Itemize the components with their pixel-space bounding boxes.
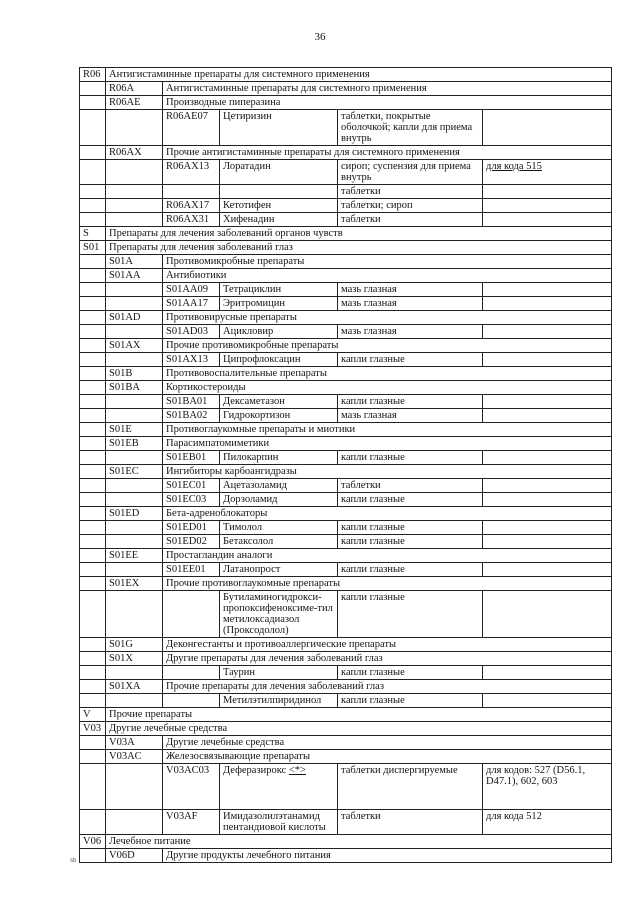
group-name: Прочие препараты для лечения заболеваний глаз — [163, 680, 612, 694]
drug-name: Ципрофлоксацин — [220, 353, 338, 367]
table-row — [80, 479, 612, 493]
note — [483, 213, 612, 227]
note — [483, 283, 612, 297]
group-name: Антигистаминные препараты для системного применения — [106, 68, 612, 82]
atc-code: V03AC — [106, 750, 163, 764]
dosage-form: капли глазные — [338, 666, 483, 680]
group-name: Другие лечебные средства — [106, 722, 612, 736]
empty-cell — [80, 339, 106, 353]
drug-name — [220, 764, 338, 810]
empty-cell — [80, 311, 106, 325]
empty-cell — [106, 563, 163, 577]
empty-cell — [106, 521, 163, 535]
atc-code: S01G — [106, 638, 163, 652]
empty-cell — [80, 96, 106, 110]
group-name: Лечебное питание — [106, 835, 612, 849]
atc-code: V06D — [106, 849, 163, 863]
empty-cell — [80, 395, 106, 409]
table-row — [80, 694, 612, 708]
atc-code: S01BA01 — [163, 395, 220, 409]
atc-code: S01AD03 — [163, 325, 220, 339]
drug-name: Имидазолилэтанамид пентандиовой кислоты — [220, 810, 338, 835]
atc-code: R06 — [80, 68, 106, 82]
empty-cell — [80, 764, 106, 810]
empty-cell — [106, 395, 163, 409]
atc-code: V03AF — [163, 810, 220, 835]
group-name: Другие лечебные средства — [163, 736, 612, 750]
dosage-form: таблетки; сироп — [338, 199, 483, 213]
empty-cell — [80, 409, 106, 423]
atc-code: R06AX13 — [163, 160, 220, 185]
note — [483, 185, 612, 199]
table-row — [80, 367, 612, 381]
note — [483, 451, 612, 465]
table-row — [80, 199, 612, 213]
table-row — [80, 283, 612, 297]
group-name: Железосвязывающие препараты — [163, 750, 612, 764]
empty-cell — [80, 451, 106, 465]
table-row — [80, 750, 612, 764]
empty-cell — [163, 694, 220, 708]
empty-cell — [106, 810, 163, 835]
atc-code: S01EE01 — [163, 563, 220, 577]
empty-cell — [106, 451, 163, 465]
atc-code: S01EC01 — [163, 479, 220, 493]
empty-cell — [80, 110, 106, 146]
dosage-form: таблетки — [338, 479, 483, 493]
atc-code: S01EC — [106, 465, 163, 479]
empty-cell — [106, 297, 163, 311]
empty-cell — [106, 185, 163, 199]
empty-cell — [80, 750, 106, 764]
table-row — [80, 311, 612, 325]
group-name: Противоглаукомные препараты и миотики — [163, 423, 612, 437]
atc-code: S01AX — [106, 339, 163, 353]
drug-name: Хифенадин — [220, 213, 338, 227]
table-row — [80, 666, 612, 680]
empty-cell — [106, 591, 163, 638]
dosage-form: таблетки — [338, 185, 483, 199]
drug-name: Тетрациклин — [220, 283, 338, 297]
atc-code: R06A — [106, 82, 163, 96]
table-row — [80, 423, 612, 437]
drug-name: Пилокарпин — [220, 451, 338, 465]
empty-cell — [163, 185, 220, 199]
note — [483, 297, 612, 311]
drug-name-text: Деферазирокс — [223, 765, 287, 776]
table-row — [80, 146, 612, 160]
empty-cell — [80, 160, 106, 185]
table-row — [80, 638, 612, 652]
table-row — [80, 68, 612, 82]
empty-cell — [80, 465, 106, 479]
atc-code: S01BA — [106, 381, 163, 395]
atc-code: S01B — [106, 367, 163, 381]
empty-cell — [80, 353, 106, 367]
group-name: Прочие препараты — [106, 708, 612, 722]
empty-cell — [106, 694, 163, 708]
atc-code: V03A — [106, 736, 163, 750]
group-name: Другие препараты для лечения заболеваний глаз — [163, 652, 612, 666]
table-row — [80, 110, 612, 146]
empty-cell — [80, 297, 106, 311]
note — [483, 395, 612, 409]
empty-cell — [106, 160, 163, 185]
empty-cell — [106, 325, 163, 339]
empty-cell — [106, 213, 163, 227]
note — [483, 694, 612, 708]
empty-cell — [80, 638, 106, 652]
table-row — [80, 241, 612, 255]
dosage-form: капли глазные — [338, 395, 483, 409]
empty-cell — [106, 764, 163, 810]
dosage-form: таблетки, покрытые оболочкой; капли для приема внутрь — [338, 110, 483, 146]
empty-cell — [80, 367, 106, 381]
table-row — [80, 160, 612, 185]
atc-code: R06AE — [106, 96, 163, 110]
empty-cell — [80, 507, 106, 521]
empty-cell — [80, 694, 106, 708]
table-row — [80, 451, 612, 465]
table-row — [80, 465, 612, 479]
drug-name: Таурин — [220, 666, 338, 680]
atc-code: S01 — [80, 241, 106, 255]
note: для кодов: 527 (D56.1, D47.1), 602, 603 — [483, 764, 612, 810]
dosage-form: капли глазные — [338, 563, 483, 577]
table-row — [80, 395, 612, 409]
table-row — [80, 521, 612, 535]
empty-cell — [80, 255, 106, 269]
table-row — [80, 269, 612, 283]
group-name: Препараты для лечения заболеваний глаз — [106, 241, 612, 255]
table-row — [80, 736, 612, 750]
table-row — [80, 652, 612, 666]
table-row — [80, 549, 612, 563]
empty-cell — [80, 423, 106, 437]
group-name: Противомикробные препараты — [163, 255, 612, 269]
note — [483, 110, 612, 146]
drug-name: Дорзоламид — [220, 493, 338, 507]
empty-cell — [220, 185, 338, 199]
atc-code: V03AC03 — [163, 764, 220, 810]
dosage-form: сироп; суспензия для приема внутрь — [338, 160, 483, 185]
note — [483, 199, 612, 213]
group-name: Антигистаминные препараты для системного применения — [163, 82, 612, 96]
table-row — [80, 297, 612, 311]
drug-name: Цетиризин — [220, 110, 338, 146]
group-name: Прочие противоглаукомные препараты — [163, 577, 612, 591]
dosage-form: капли глазные — [338, 535, 483, 549]
group-name: Парасимпатомиметики — [163, 437, 612, 451]
note — [483, 353, 612, 367]
empty-cell — [80, 535, 106, 549]
dosage-form: капли глазные — [338, 694, 483, 708]
table-row — [80, 507, 612, 521]
table-row — [80, 591, 612, 638]
table-row — [80, 493, 612, 507]
group-name: Прочие антигистаминные препараты для системного применения — [163, 146, 612, 160]
group-name: Препараты для лечения заболеваний органов чувств — [106, 227, 612, 241]
atc-code: S01AD — [106, 311, 163, 325]
atc-code: S01EC03 — [163, 493, 220, 507]
note-text: для кода 515 — [486, 161, 542, 172]
group-name: Кортикостероиды — [163, 381, 612, 395]
empty-cell — [80, 736, 106, 750]
empty-cell — [80, 381, 106, 395]
table-row — [80, 227, 612, 241]
empty-cell — [106, 666, 163, 680]
atc-code: S01AA — [106, 269, 163, 283]
atc-code: S01AA09 — [163, 283, 220, 297]
atc-code: S01BA02 — [163, 409, 220, 423]
note — [483, 591, 612, 638]
atc-code: S01EX — [106, 577, 163, 591]
empty-cell — [80, 549, 106, 563]
table-row — [80, 325, 612, 339]
atc-code: V06 — [80, 835, 106, 849]
empty-cell — [80, 325, 106, 339]
atc-code: S01EB01 — [163, 451, 220, 465]
table-row — [80, 255, 612, 269]
empty-cell — [80, 849, 106, 863]
table-row — [80, 353, 612, 367]
group-name: Деконгестанты и противоаллергические препараты — [163, 638, 612, 652]
empty-cell — [106, 535, 163, 549]
table-row — [80, 722, 612, 736]
table-row — [80, 680, 612, 694]
drug-name: Кетотифен — [220, 199, 338, 213]
note — [483, 325, 612, 339]
empty-cell — [163, 666, 220, 680]
footnote-marker: <*> — [288, 765, 306, 776]
group-name: Антибиотики — [163, 269, 612, 283]
empty-cell — [80, 283, 106, 297]
dosage-form: таблетки диспергируемые — [338, 764, 483, 810]
note — [483, 493, 612, 507]
drug-name: Лоратадин — [220, 160, 338, 185]
note — [483, 535, 612, 549]
empty-cell — [80, 652, 106, 666]
table-row — [80, 437, 612, 451]
atc-code: V — [80, 708, 106, 722]
group-name: Ингибиторы карбоангидразы — [163, 465, 612, 479]
atc-code: S01E — [106, 423, 163, 437]
dosage-form: капли глазные — [338, 591, 483, 638]
table-row — [80, 82, 612, 96]
drug-name: Эритромицин — [220, 297, 338, 311]
drug-name: Метилэтилпиридинол — [220, 694, 338, 708]
note — [483, 160, 612, 185]
atc-code: S01ED02 — [163, 535, 220, 549]
atc-code: S01AA17 — [163, 297, 220, 311]
atc-code: S01ED01 — [163, 521, 220, 535]
empty-cell — [163, 591, 220, 638]
empty-cell — [80, 577, 106, 591]
dosage-form: мазь глазная — [338, 297, 483, 311]
table-row — [80, 535, 612, 549]
empty-cell — [80, 680, 106, 694]
table-row — [80, 563, 612, 577]
empty-cell — [80, 591, 106, 638]
dosage-form: капли глазные — [338, 493, 483, 507]
table-row — [80, 213, 612, 227]
empty-cell — [106, 479, 163, 493]
dosage-form: мазь глазная — [338, 409, 483, 423]
group-name: Производные пиперазина — [163, 96, 612, 110]
dosage-form: мазь глазная — [338, 283, 483, 297]
atc-code: S01X — [106, 652, 163, 666]
note — [483, 563, 612, 577]
empty-cell — [80, 479, 106, 493]
table-row — [80, 96, 612, 110]
drug-name: Латанопрост — [220, 563, 338, 577]
note — [483, 479, 612, 493]
dosage-form: таблетки — [338, 213, 483, 227]
group-name: Другие продукты лечебного питания — [163, 849, 612, 863]
atc-code: R06AX31 — [163, 213, 220, 227]
empty-cell — [106, 283, 163, 297]
atc-code: S01AX13 — [163, 353, 220, 367]
empty-cell — [106, 110, 163, 146]
empty-cell — [80, 666, 106, 680]
empty-cell — [106, 353, 163, 367]
dosage-form: капли глазные — [338, 451, 483, 465]
note: для кода 512 — [483, 810, 612, 835]
dosage-form: капли глазные — [338, 521, 483, 535]
drug-name: Ацетазоламид — [220, 479, 338, 493]
empty-cell — [80, 146, 106, 160]
table-row — [80, 849, 612, 863]
empty-cell — [106, 493, 163, 507]
dosage-form: мазь глазная — [338, 325, 483, 339]
atc-code: R06AE07 — [163, 110, 220, 146]
table-row — [80, 381, 612, 395]
table-row — [80, 409, 612, 423]
empty-cell — [80, 493, 106, 507]
group-name: Простагландин аналоги — [163, 549, 612, 563]
empty-cell — [106, 199, 163, 213]
atc-code: S01XA — [106, 680, 163, 694]
empty-cell — [106, 409, 163, 423]
empty-cell — [80, 185, 106, 199]
drug-name: Дексаметазон — [220, 395, 338, 409]
empty-cell — [80, 82, 106, 96]
note — [483, 409, 612, 423]
table-row — [80, 708, 612, 722]
atc-code: R06AX17 — [163, 199, 220, 213]
drug-name: Бутиламиногидрокси-пропоксифеноксиме-тил метилоксадиазол (Проксодолол) — [220, 591, 338, 638]
empty-cell — [80, 521, 106, 535]
table-row — [80, 764, 612, 810]
drug-name: Ацикловир — [220, 325, 338, 339]
atc-code: S01ED — [106, 507, 163, 521]
atc-code: R06AX — [106, 146, 163, 160]
atc-code: S01A — [106, 255, 163, 269]
drug-name: Гидрокортизон — [220, 409, 338, 423]
dosage-form: капли глазные — [338, 353, 483, 367]
page-number: 36 — [314, 31, 326, 43]
drug-name: Бетаксолол — [220, 535, 338, 549]
empty-cell — [80, 199, 106, 213]
table-row — [80, 577, 612, 591]
table-row — [80, 339, 612, 353]
atc-code: V03 — [80, 722, 106, 736]
table-row — [80, 810, 612, 835]
atc-code: S01EE — [106, 549, 163, 563]
empty-cell — [80, 810, 106, 835]
group-name: Бета-адреноблокаторы — [163, 507, 612, 521]
footer-mark: sb — [70, 858, 77, 864]
group-name: Противовирусные препараты — [163, 311, 612, 325]
note — [483, 666, 612, 680]
empty-cell — [80, 213, 106, 227]
group-name: Прочие противомикробные препараты — [163, 339, 612, 353]
empty-cell — [80, 437, 106, 451]
table-row — [80, 185, 612, 199]
atc-code: S01EB — [106, 437, 163, 451]
table-row — [80, 835, 612, 849]
drug-name: Тимолол — [220, 521, 338, 535]
note — [483, 521, 612, 535]
atc-code: S — [80, 227, 106, 241]
medication-classification-table — [79, 67, 612, 863]
empty-cell — [80, 563, 106, 577]
empty-cell — [80, 269, 106, 283]
dosage-form: таблетки — [338, 810, 483, 835]
group-name: Противовоспалительные препараты — [163, 367, 612, 381]
